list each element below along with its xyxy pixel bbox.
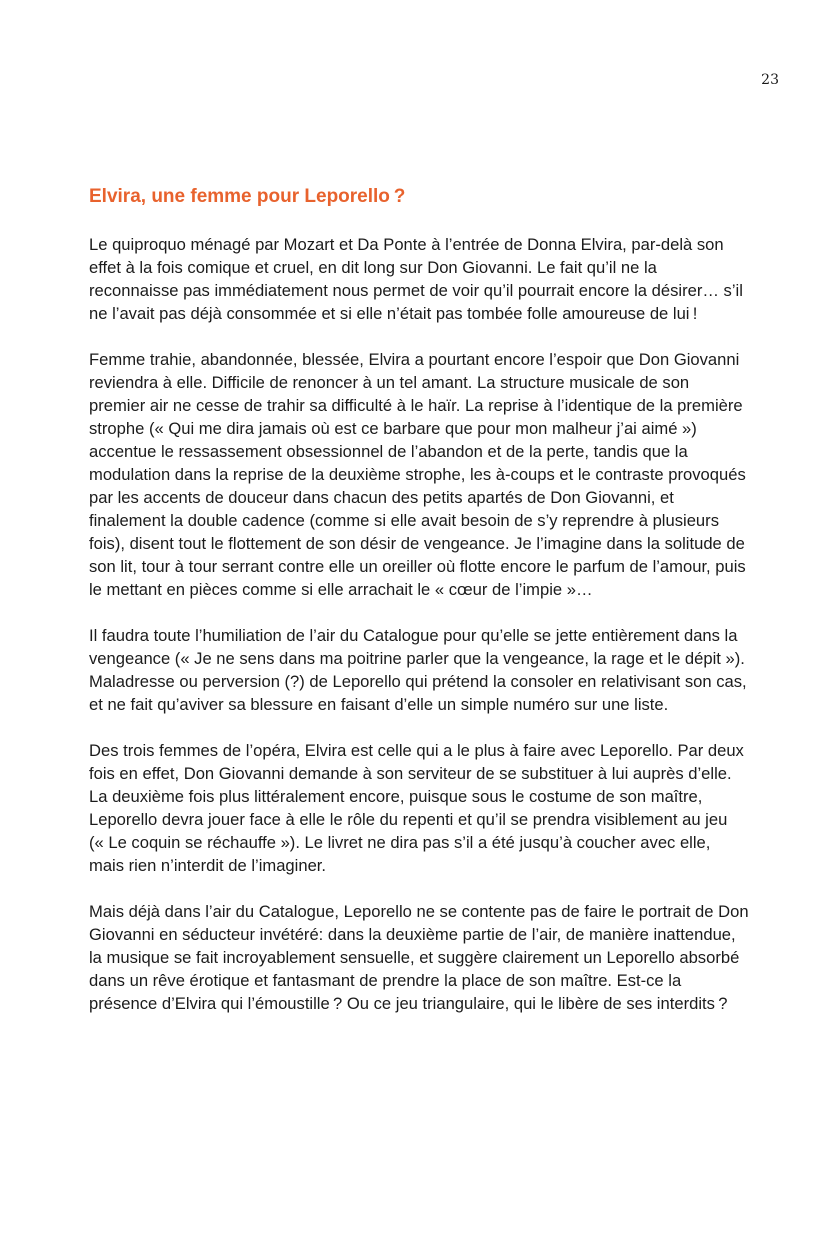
- section-title: Elvira, une femme pour Leporello ?: [89, 186, 406, 207]
- paragraph: Il faudra toute l’humiliation de l’air du Catalogue pour qu’elle se jette entièrement dans la vengeance (« Je ne sens dans ma poitrine parler que la vengeance, la rage et le dépit »). Maladresse ou perversion (?) de Leporello qui prétend la consoler en relativisant son cas, et ne fait qu’aviver sa blessure en faisant d’elle un simple numéro sur une liste.: [89, 626, 747, 714]
- page-number: 23: [761, 72, 779, 88]
- paragraph: Mais déjà dans l’air du Catalogue, Leporello ne se contente pas de faire le portrait de Don Giovanni en séducteur invétéré: dans la deuxième partie de l’air, de manière inattendue, la musique se fait incroyablement sensuelle, et suggère clairement un Leporello absorbé dans un rêve érotique et fantasmant de prendre la place de son maître. Est-ce la présence d’Elvira qui l’émoustille ? Ou ce jeu triangulaire, qui le libère de ses interdits ?: [89, 902, 749, 1013]
- paragraph: Le quiproquo ménagé par Mozart et Da Ponte à l’entrée de Donna Elvira, par-delà son effet à la fois comique et cruel, en dit long sur Don Giovanni. Le fait qu’il ne la reconnaisse pas immédiatement nous permet de voir qu’il pourrait encore la désirer… s’il ne l’avait pas déjà consommée et si elle n’était pas tombée folle amoureuse de lui !: [89, 235, 743, 323]
- article-body: [89, 185, 749, 1038]
- paragraph: Femme trahie, abandonnée, blessée, Elvira a pourtant encore l’espoir que Don Giovanni reviendra à elle. Difficile de renoncer à un tel amant. La structure musicale de son premier air ne cesse de trahir sa difficulté à le haïr. La reprise à l’identique de la première strophe (« Qui me dira jamais où est ce barbare que pour mon malheur j’ai aimé ») accentue le ressassement obsessionnel de l’abandon et de la perte, tandis que la modulation dans la reprise de la deuxième strophe, les à-coups et le contraste provoqués par les accents de douceur dans chacun des petits apartés de Don Giovanni, et finalement la double cadence (comme si elle avait besoin de s’y reprendre à plusieurs fois), disent tout le flottement de son désir de vengeance. Je l’imagine dans la solitude de son lit, tour à tour serrant contre elle un oreiller où flotte encore le parfum de l’amour, puis le mettant en pièces comme si elle arrachait le « cœur de l’impie »…: [89, 350, 746, 599]
- paragraph: Des trois femmes de l’opéra, Elvira est celle qui a le plus à faire avec Leporello. Par deux fois en effet, Don Giovanni demande à son serviteur de se substituer à lui auprès d’elle. La deuxième fois plus littéralement encore, puisque sous le costume de son maître, Leporello devra jouer face à elle le rôle du repenti et qu’il se prendra visiblement au jeu (« Le coquin se réchauffe »). Le livret ne dira pas s’il a été jusqu’à coucher avec elle, mais rien n’interdit de l’imaginer.: [89, 741, 744, 875]
